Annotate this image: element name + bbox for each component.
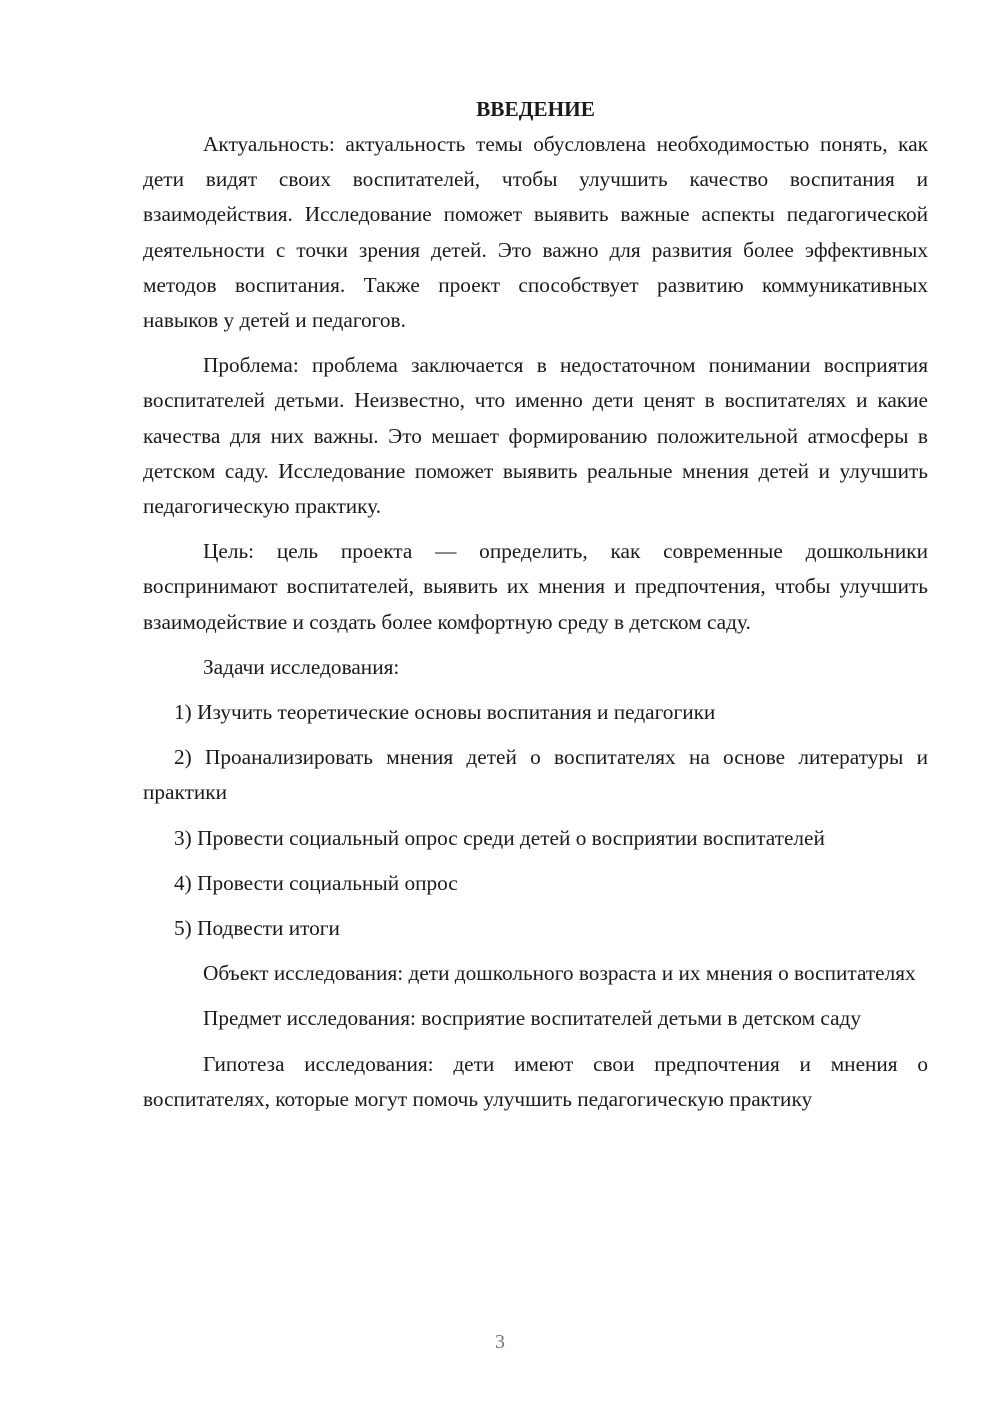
task-item-4: 4) Провести социальный опрос — [174, 870, 458, 895]
paragraph-problem: Проблема: проблема заключается в недостаточном понимании восприятия воспитателей детьми. Неизвестно, что именно дети ценят в воспитателях и какие качества для них важны. Это мешает формированию положительной атмосферы в детском саду. Исследование поможет выявить реальные мнения детей и улучшить педагогическую практику. — [143, 353, 928, 519]
task-item-3: 3) Провести социальный опрос среди детей о восприятии воспитателей — [174, 825, 825, 850]
paragraph-hypothesis: Гипотеза исследования: дети имеют свои предпочтения и мнения о воспитателях, которые могут помочь улучшить педагогическую практику — [143, 1051, 928, 1111]
document-page — [143, 92, 928, 1127]
task-item-1: 1) Изучить теоретические основы воспитания и педагогики — [174, 700, 716, 725]
paragraph-subject: Предмет исследования: восприятие воспитателей детьми в детском саду — [203, 1006, 862, 1031]
paragraph-goal: Цель: цель проекта — определить, как современные дошкольники воспринимают воспитателей, выявить их мнения и предпочтения, чтобы улучшить взаимодействие и создать более комфортную среду в детском саду. — [143, 539, 928, 634]
paragraph-relevance: Актуальность: актуальность темы обусловлена необходимостью понять, как дети видят своих воспитателей, чтобы улучшить качество воспитания и взаимодействия. Исследование поможет выявить важные аспекты педагогической деятельности с точки зрения детей. Это важно для развития более эффективных методов воспитания. Также проект способствует развитию коммуникативных навыков у детей и педагогов. — [143, 132, 928, 333]
paragraph-object: Объект исследования: дети дошкольного возраста и их мнения о воспитателях — [203, 961, 916, 986]
task-item-5: 5) Подвести итоги — [174, 916, 340, 941]
page-number: 3 — [495, 1331, 505, 1353]
tasks-heading: Задачи исследования: — [203, 654, 400, 679]
task-item-2: 2) Проанализировать мнения детей о воспитателях на основе литературы и практики — [143, 745, 928, 805]
page-title: ВВЕДЕНИЕ — [476, 97, 595, 121]
